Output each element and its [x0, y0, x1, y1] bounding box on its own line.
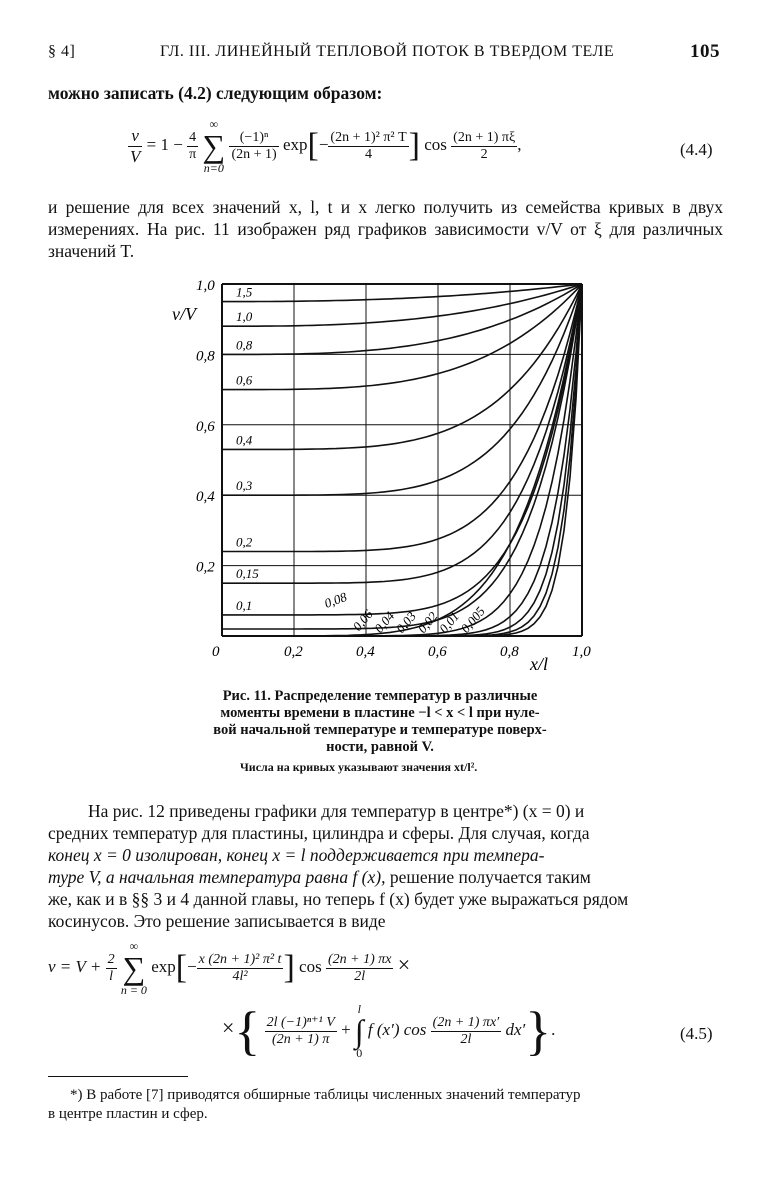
curve-label: 0,005: [457, 603, 488, 636]
equation-4-4-number: (4.4): [680, 140, 713, 159]
equation-4-5-line2: ×{ $\frac{\text{2l (−1)ⁿ⁺¹ V}}{(2n + 1) \pi}$ + l ∫ 0 f (x′) cos $\frac{(2n + 1) \pi x'}{2l}$ dx′}.: [222, 1001, 556, 1061]
figure-caption: Рис. 11. Распределение температур в различные моменты времени в пластине −l < x < l при нуле- вой начальной температуре и температуре поверх- ности, равной V.: [213, 688, 547, 755]
curve-label: 0,03: [392, 608, 419, 636]
curve-label: 0,2: [236, 534, 253, 550]
figure-11-chart: [160, 270, 610, 680]
curve-label: 0,1: [236, 597, 253, 613]
section-marker: § 4]: [48, 43, 76, 60]
x-tick-label: 0: [212, 644, 220, 660]
running-title: ГЛ. III. ЛИНЕЙНЫЙ ТЕПЛОВОЙ ПОТОК В ТВЕРДОМ ТЕЛЕ: [160, 43, 615, 60]
curve-label: 0,15: [236, 566, 259, 582]
footnote-rule: [48, 1076, 188, 1077]
curve-label: 0,4: [236, 432, 253, 448]
curve-label: 0,3: [236, 478, 253, 494]
y-tick-label: 0,6: [196, 418, 215, 435]
curve-label: 0,08: [322, 588, 349, 611]
curve-label: 0,8: [236, 337, 253, 353]
curve-label: 1,5: [236, 284, 253, 300]
paragraph-1: и решение для всех значений x, l, t и x легко получить из семейства кривых в двух измерениях. На рис. 11 изображен ряд графиков зависимости v/V от ξ для различных значений T.: [48, 197, 723, 261]
x-tick-label: 0,2: [284, 644, 303, 660]
curve-label: 1,0: [236, 309, 253, 325]
curve-0-15: [222, 284, 582, 583]
curve-0-2: [222, 284, 582, 552]
y-tick-label: 0,4: [196, 489, 215, 506]
page-number: 105: [690, 41, 720, 62]
figure-note: Числа на кривых указывают значения xt/l².: [240, 760, 478, 774]
x-tick-label: 0,8: [500, 644, 519, 660]
curve-label: 0,02: [414, 608, 441, 636]
curve-0-08: [222, 284, 582, 629]
curve-label: 0,01: [436, 608, 463, 636]
y-tick-label: 1,0: [196, 278, 215, 294]
y-axis-label: v/V: [172, 304, 196, 324]
y-tick-label: 0,8: [196, 348, 215, 365]
equation-4-4: $\frac{v}{V}$ = 1 − $\frac{4}{\pi}$ ∞ ∑ n=0 $\frac{\text{(−1)ⁿ}}{(2n + 1)}$ exp[− $\frac{\text{(2n + 1)² π² T}}{4}$ ] cos $\frac{(2n + 1) \pi\xi}{2}$ ,: [130, 117, 522, 175]
intro-line: можно записать (4.2) следующим образом:: [48, 83, 383, 103]
curve-label: 0,6: [236, 372, 253, 388]
equation-4-5-number: (4.5): [680, 1024, 713, 1043]
x-axis-label: x/l: [530, 654, 548, 674]
footnote: *) В работе [7] приводятся обширные таблицы численных значений температур в центре пластин и сфер.: [48, 1087, 581, 1122]
paragraph-2: На рис. 12 приведены графики для температур в центре*) (x = 0) и средних температур для пластины, цилиндра и сферы. Для случая, когда конец x = 0 изолирован, конец x = l поддерживается при темпера- туре V, а начальная температура равна f (x), решение получается таким же, как и в §§ 3 и 4 данной главы, но теперь f (x) будет уже выражаться рядом косинусов. Это решение записывается в виде: [48, 801, 629, 931]
curve-label: 0,04: [371, 608, 398, 636]
curve-0-8: [222, 284, 582, 354]
x-tick-label: 1,0: [572, 644, 591, 660]
y-tick-label: 0,2: [196, 559, 215, 576]
curve-label: 0,06: [349, 606, 376, 634]
x-tick-label: 0,4: [356, 644, 375, 660]
x-tick-label: 0,6: [428, 644, 447, 660]
chart-curves: [222, 284, 582, 636]
equation-4-5-line1: v = V + $\frac{2}{l}$ ∞ ∑ n = 0 exp[− $\frac{\text{x (2n + 1)² π² t}}{\text{4l²}}$ ] cos $\frac{(2n + 1) \pi x}{2l}$ ×: [48, 939, 411, 997]
